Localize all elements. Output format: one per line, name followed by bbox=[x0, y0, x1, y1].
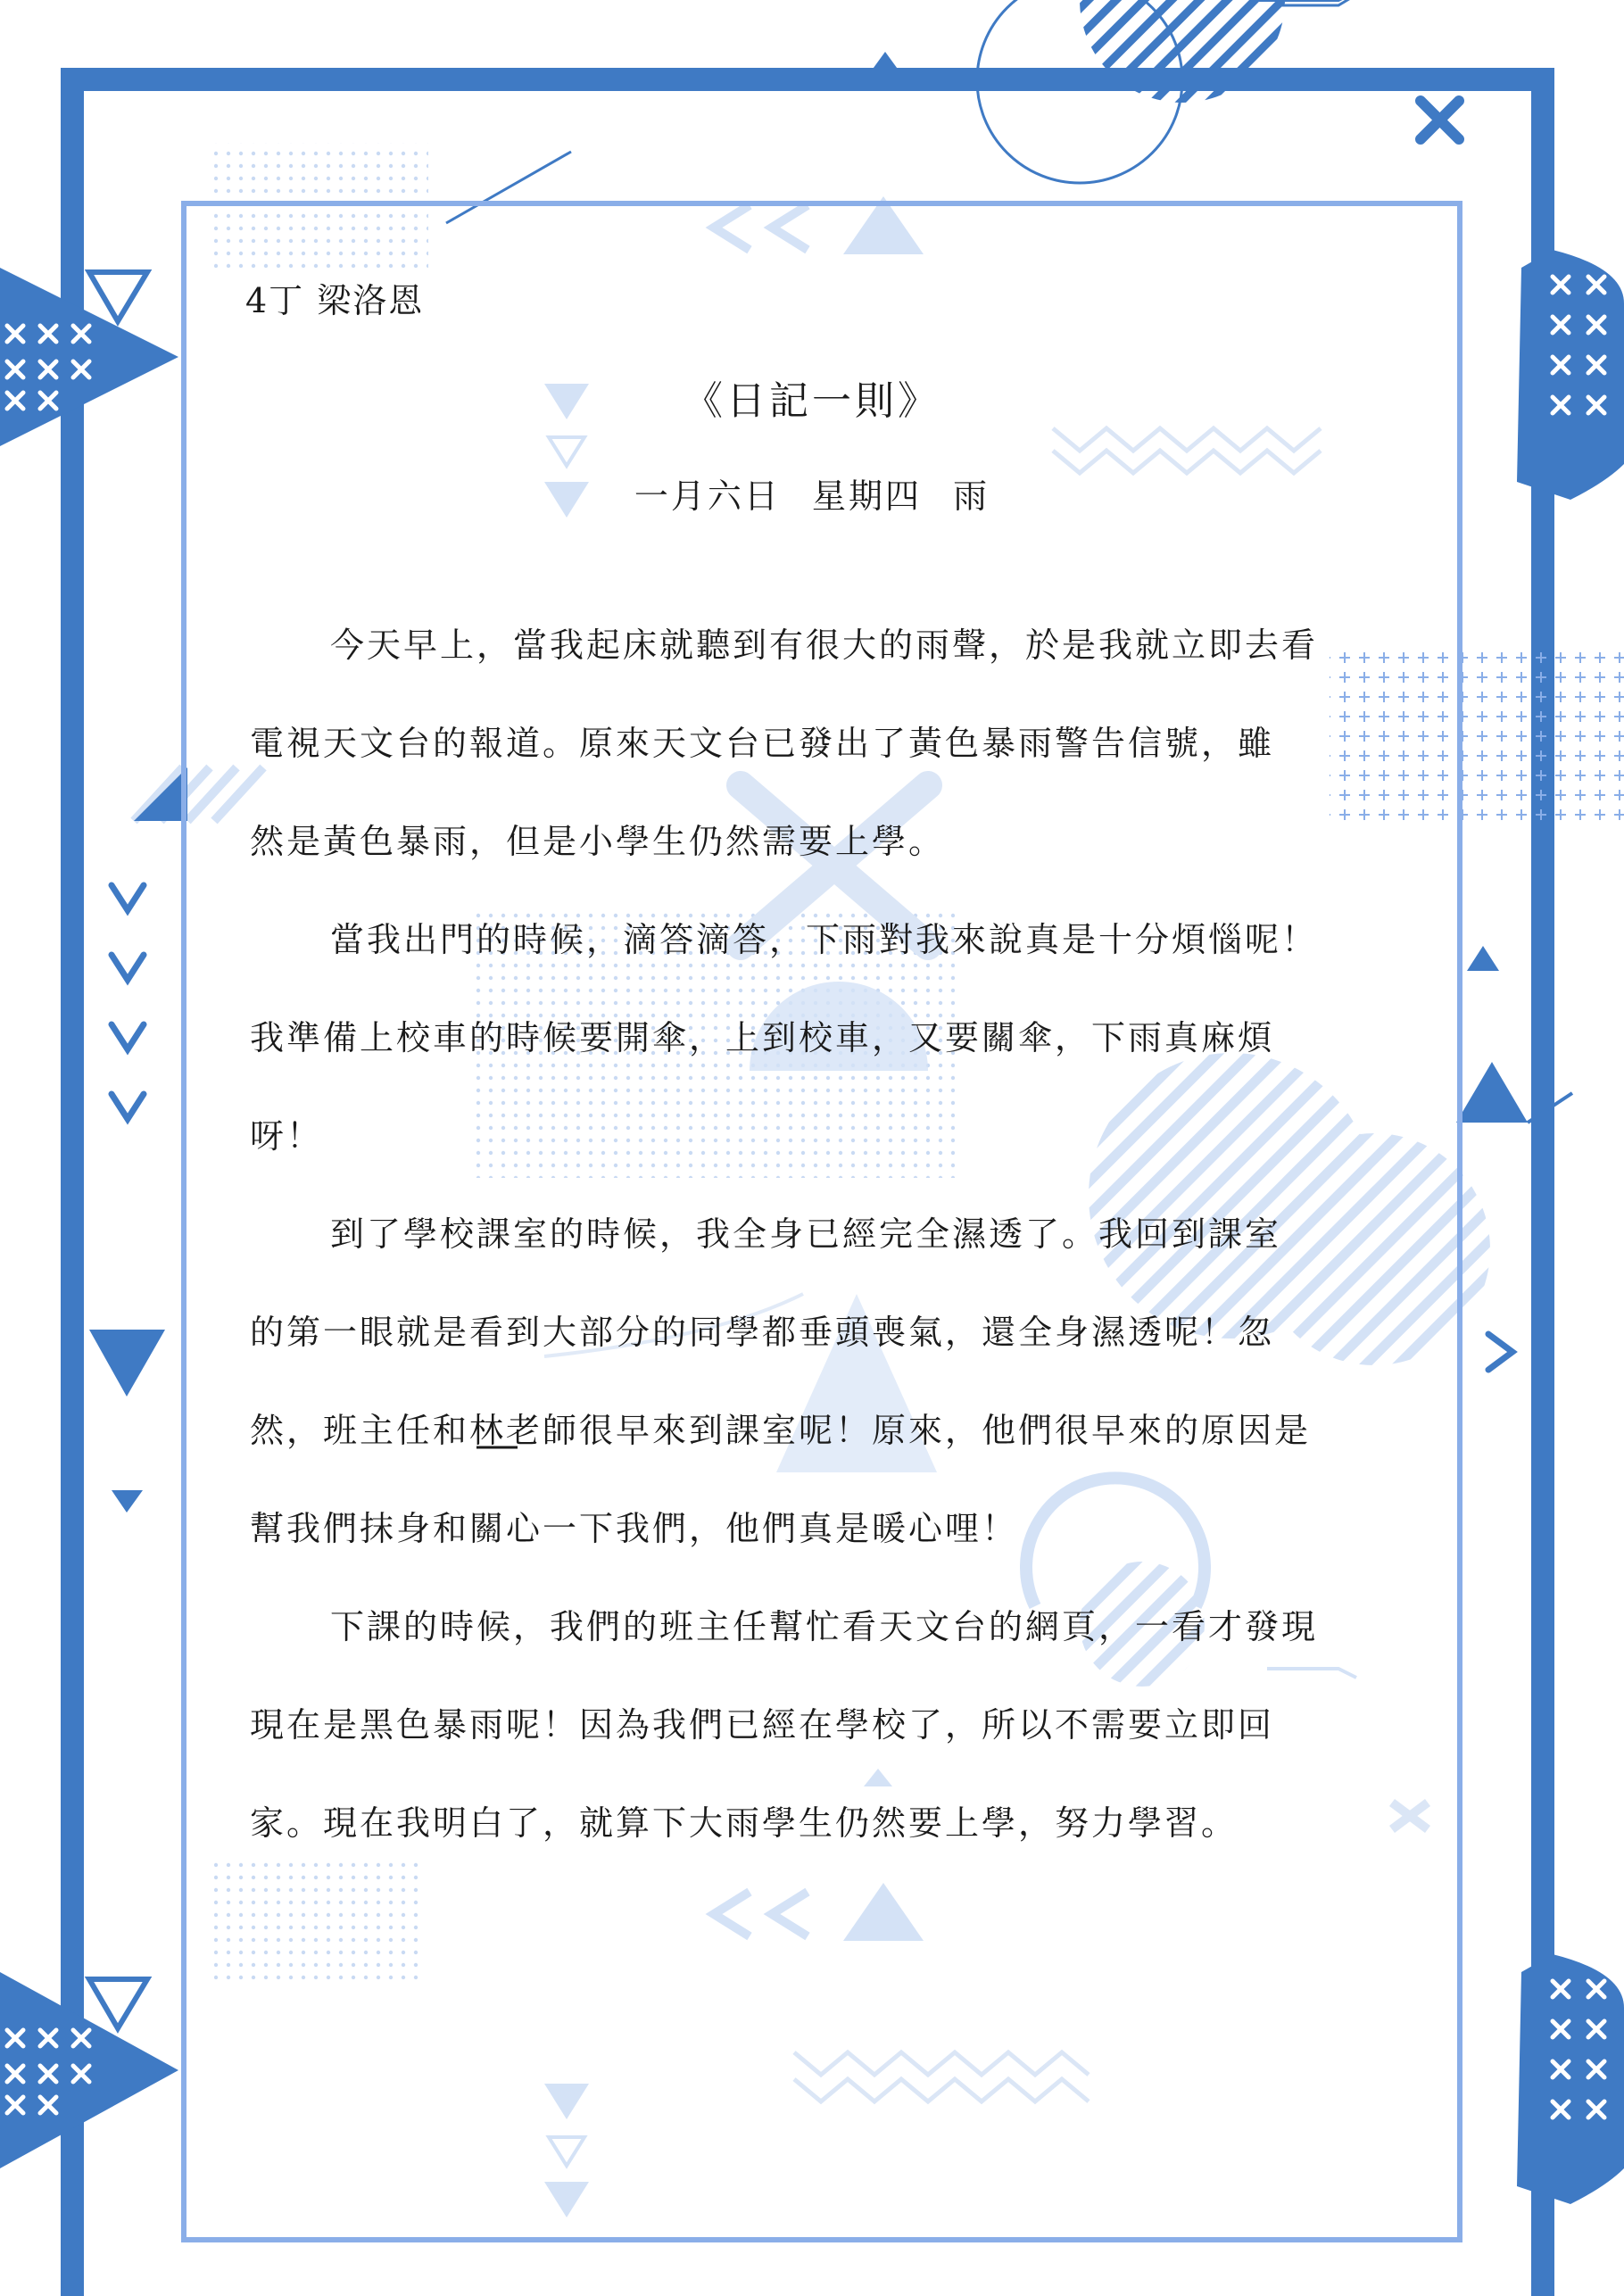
paragraph-2-line-2: 我準備上校車的時候要開傘，上到校車，又要關傘，下雨真麻煩 bbox=[250, 1018, 1275, 1057]
paragraph-3-line-4: 幫我們抹身和關心一下我們，他們真是暖心哩！ bbox=[250, 1509, 1019, 1548]
paragraph-1-line-3: 然是黃色暴雨，但是小學生仍然需要上學。 bbox=[250, 822, 946, 861]
date-line: 一月六日 星期四 雨 bbox=[634, 477, 990, 516]
paragraph-4-line-2: 現在是黑色暴雨呢！因為我們已經在學校了，所以不需要立即回 bbox=[250, 1705, 1275, 1745]
paragraph-3-line-1: 到了學校課室的時候，我全身已經完全濕透了。我回到課室 bbox=[330, 1214, 1282, 1254]
paragraph-3-line-3: 然，班主任和林老師很早來到課室呢！原來，他們很早來的原因是 bbox=[250, 1411, 1312, 1450]
paragraph-4-line-3: 家。現在我明白了，就算下大雨學生仍然要上學，努力學習。 bbox=[250, 1803, 1239, 1843]
paragraph-2-line-3: 呀！ bbox=[250, 1116, 324, 1156]
paragraph-2-line-1: 當我出門的時候，滴答滴答，下雨對我來說真是十分煩惱呢！ bbox=[330, 920, 1319, 959]
paragraph-1-line-1: 今天早上，當我起床就聽到有很大的雨聲，於是我就立即去看 bbox=[330, 626, 1319, 665]
paragraph-3-line-2: 的第一眼就是看到大部分的同學都垂頭喪氣，還全身濕透呢！忽 bbox=[250, 1313, 1275, 1352]
student-name-line: 4丁 梁洛恩 bbox=[245, 281, 425, 320]
paragraph-4-line-1: 下課的時候，我們的班主任幫忙看天文台的網頁，一看才發現 bbox=[330, 1607, 1319, 1646]
diary-title: 《日記一則》 bbox=[684, 378, 940, 424]
paragraph-1-line-2: 電視天文台的報道。原來天文台已發出了黃色暴雨警告信號，雖 bbox=[250, 724, 1275, 763]
